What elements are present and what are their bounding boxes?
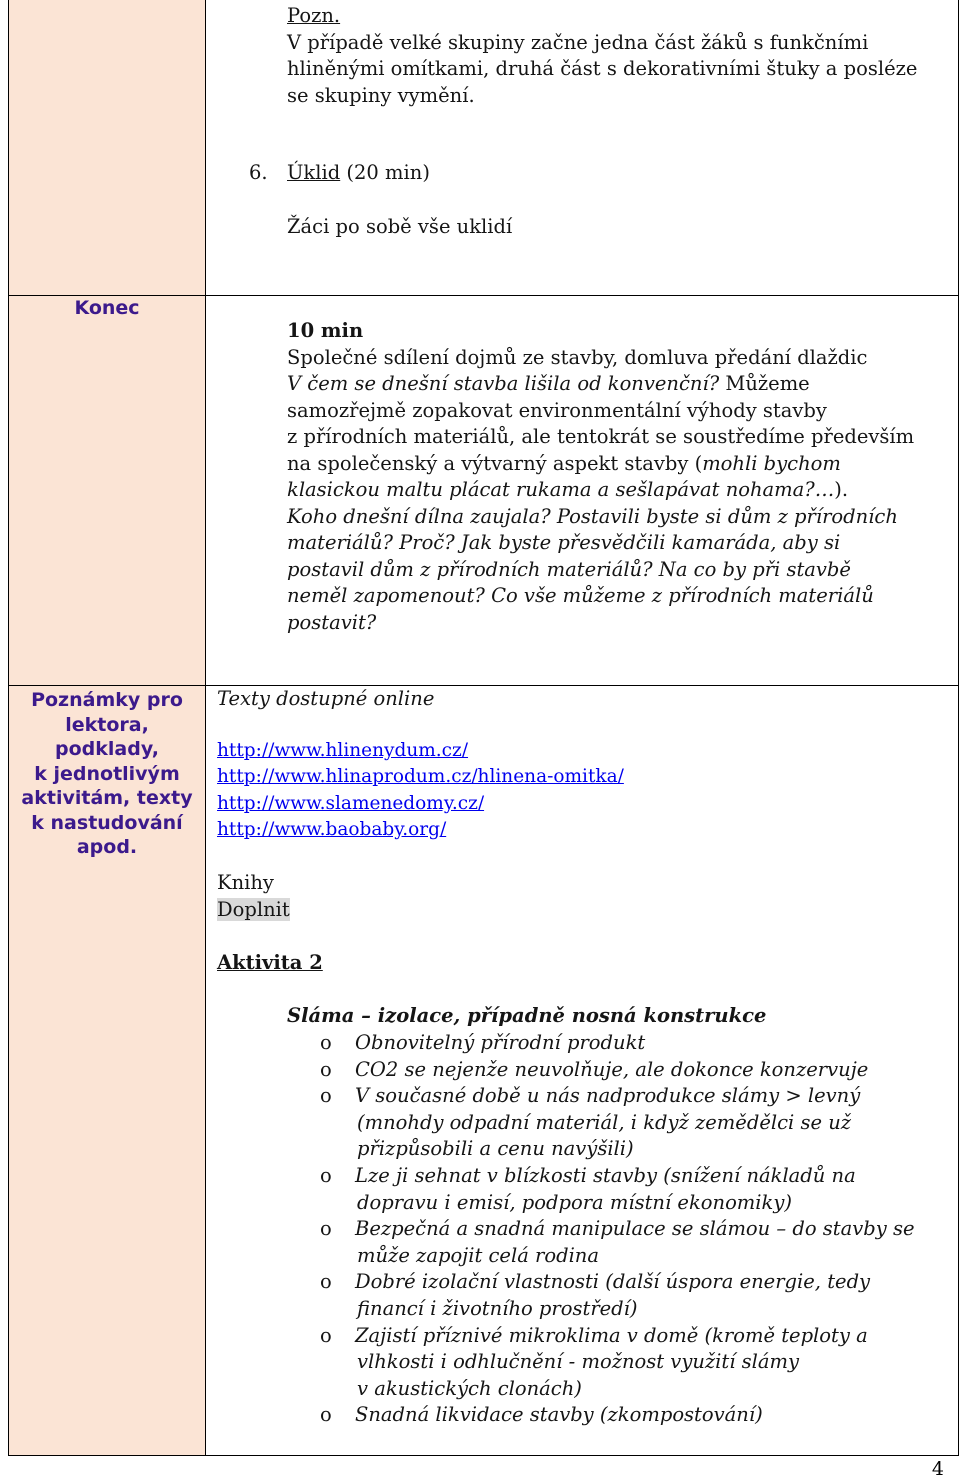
end-line-4: z přírodních materiálů, ale tentokrát se soustředíme především (287, 425, 915, 448)
end-line-5 (287, 451, 841, 478)
bullet-marker: o (320, 1084, 332, 1108)
bullet-text: (mnohdy odpadní materiál, i když zemědělci se už (357, 1110, 852, 1134)
notes-label-line: aktivitám, texty (21, 787, 193, 809)
note-line-2: hliněnými omítkami, druhá část s dekorativními štuky a posléze (287, 57, 918, 80)
link-row (217, 790, 484, 818)
bullet-marker: o (320, 1403, 332, 1427)
activity-title: Aktivita 2 (217, 951, 323, 974)
end-line-3: samozřejmě zopakovat environmentální výhody stavby (287, 399, 827, 422)
link-row (217, 816, 446, 844)
note-label: Pozn. (287, 4, 341, 27)
link-row (217, 737, 468, 765)
bullet-marker: o (320, 1164, 332, 1187)
end-line-8: materiálů? Proč? Jak byste přesvědčili kamaráda, aby si (287, 531, 841, 554)
step-heading (287, 160, 430, 187)
bullet-text: Zajistí příznivé mikroklima v domě (kromě teploty a (355, 1323, 868, 1347)
column-divider (205, 0, 206, 1456)
end-label: Konec (74, 297, 140, 319)
end-line-5a: na společenský a výtvarný aspekt stavby ( (287, 452, 703, 475)
end-line-2-tail: Můžeme (719, 372, 810, 395)
end-duration: 10 min (287, 319, 364, 342)
notes-label-line: podklady, (55, 738, 159, 760)
end-line-6 (287, 477, 848, 504)
bullet-text: financí i životního prostředí) (357, 1297, 638, 1320)
link-baobaby[interactable]: http://www.baobaby.org/ (217, 819, 447, 840)
step-title: Úklid (287, 161, 341, 184)
end-line-10: neměl zapomenout? Co vše můžeme z přírodních materiálů (287, 584, 874, 607)
bullet-text: v akustických clonách) (357, 1376, 582, 1400)
bullet-text: Lze ji sehnat v blízkosti stavby (snížení nákladů na (355, 1164, 856, 1187)
bullet-text: přizpůsobili a cenu navýšili) (357, 1137, 634, 1161)
end-line-9: postavil dům z přírodních materiálů? Na co by při stavbě (287, 558, 851, 581)
page-number: 4 (931, 1458, 944, 1480)
bullet-text: vlhkosti i odhlučnění - možnost využití slámy (357, 1350, 800, 1374)
step-text: Žáci po sobě vše uklidí (287, 215, 513, 238)
notes-label-line: k jednotlivým (34, 762, 180, 785)
end-question-1: V čem se dnešní stavba lišila od konvenční? (287, 372, 720, 395)
bullet-marker: o (320, 1031, 332, 1054)
notes-label-line: k nastudování (31, 811, 183, 834)
bullet-marker: o (320, 1323, 332, 1347)
end-line-6a: klasickou maltu plácat rukama a sešlapávat nohama?… (287, 478, 835, 501)
notes-label-line: Poznámky pro (31, 689, 183, 711)
bullet-text: může zapojit celá rodina (357, 1243, 599, 1267)
end-line-1: Společné sdílení dojmů ze stavby, domluva předání dlaždic (287, 346, 868, 369)
books-label: Knihy (217, 871, 274, 894)
bullet-marker: o (320, 1217, 332, 1241)
bullet-marker: o (320, 1057, 332, 1081)
link-row (217, 763, 624, 791)
end-line-6b: ). (834, 478, 849, 501)
bullet-text: CO2 se nejenže neuvolňuje, ale dokonce konzervuje (355, 1057, 869, 1081)
bullet-text: Snadná likvidace stavby (zkompostování) (355, 1403, 763, 1427)
end-line-11: postavit? (287, 611, 377, 634)
link-slamenedomy[interactable]: http://www.slamenedomy.cz/ (217, 793, 485, 814)
bullet-marker: o (320, 1270, 332, 1294)
end-line-7: Koho dnešní dílna zaujala? Postavili byste si dům z přírodních (287, 505, 898, 528)
notes-label-line: lektora, (65, 713, 149, 736)
row-divider-2 (8, 685, 959, 686)
end-line-5b: mohli bychom (702, 452, 841, 475)
end-line-2 (287, 371, 810, 398)
online-heading: Texty dostupné online (217, 687, 435, 710)
books-fill: Doplnit (217, 898, 290, 921)
link-hlinenydum[interactable]: http://www.hlinenydum.cz/ (217, 740, 469, 761)
step-duration: (20 min) (346, 161, 430, 184)
bullet-text: Obnovitelný přírodní produkt (355, 1031, 646, 1054)
note-line-3: se skupiny vymění. (287, 84, 475, 107)
note-line-1: V případě velké skupiny začne jedna část žáků s funkčními (287, 31, 869, 54)
step-number: 6. (249, 161, 268, 184)
straw-title: Sláma – izolace, případně nosná konstrukce (287, 1004, 767, 1027)
notes-label (9, 688, 205, 860)
books-fill-row (217, 897, 290, 924)
bullet-text: Bezpečná a snadná manipulace se slámou – do stavby se (355, 1217, 915, 1241)
bullet-text: dopravu i emisí, podpora místní ekonomiky) (357, 1190, 792, 1214)
notes-label-line: apod. (76, 836, 138, 858)
bullet-text: V současné době u nás nadprodukce slámy > levný (355, 1084, 861, 1108)
link-hlinaprodum[interactable]: http://www.hlinaprodum.cz/hlinena-omitka/ (217, 766, 624, 787)
bullet-text: Dobré izolační vlastnosti (další úspora energie, tedy (355, 1270, 871, 1294)
